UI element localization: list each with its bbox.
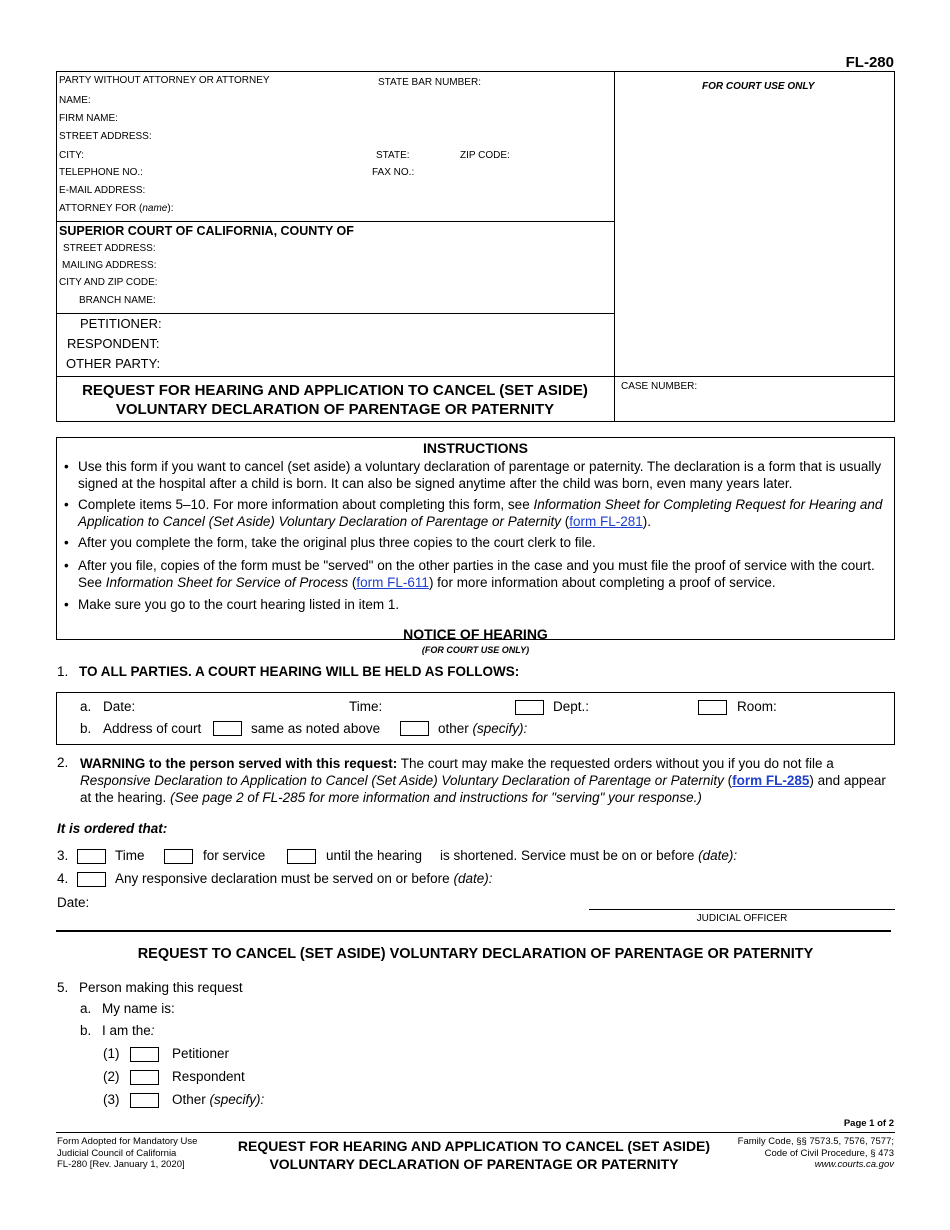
option2-number: (2) bbox=[103, 1069, 120, 1084]
other-label: other bbox=[438, 721, 469, 736]
warning-text bbox=[80, 755, 892, 806]
zip-field[interactable]: ZIP CODE: bbox=[460, 150, 510, 161]
item4-number: 4. bbox=[57, 871, 69, 886]
adopted-block bbox=[57, 1136, 197, 1171]
court-mailing-field[interactable]: MAILING ADDRESS: bbox=[62, 260, 157, 271]
case-number-field[interactable]: CASE NUMBER: bbox=[621, 381, 698, 392]
same-as-checkbox[interactable] bbox=[213, 721, 242, 736]
judicial-officer-label: JUDICIAL OFFICER bbox=[696, 913, 788, 924]
attorney-for-name: name bbox=[142, 203, 168, 214]
attorney-for-field[interactable] bbox=[59, 203, 173, 214]
order-date-field[interactable]: Date: bbox=[57, 895, 90, 910]
hearing-date-field[interactable]: Date: bbox=[103, 699, 136, 714]
warning-body2: ) and appear at the hearing. bbox=[80, 773, 886, 805]
other-address-checkbox[interactable] bbox=[400, 721, 429, 736]
notice-heading: NOTICE OF HEARING bbox=[403, 626, 548, 642]
instructions-heading: INSTRUCTIONS bbox=[423, 440, 528, 456]
room-label: Room: bbox=[737, 699, 777, 714]
form-fl285-link[interactable]: form FL-285 bbox=[732, 773, 810, 788]
warning-note: (See page 2 of FL-285 for more information and instructions for "serving" your response.) bbox=[170, 790, 702, 805]
other-option[interactable] bbox=[172, 1092, 264, 1107]
adopted-line2: Judicial Council of California bbox=[57, 1147, 177, 1159]
warning-paren: ( bbox=[723, 773, 733, 788]
form-fl611-link[interactable]: form FL-611 bbox=[356, 575, 429, 590]
shortened-body: is shortened. Service must be on or before bbox=[440, 848, 695, 863]
notice-subheading: (FOR COURT USE ONLY) bbox=[421, 645, 530, 655]
my-name-field[interactable]: My name is: bbox=[102, 1001, 175, 1016]
instruction-item bbox=[78, 496, 890, 530]
footer-title-line1: REQUEST FOR HEARING AND APPLICATION TO CANCEL (SET ASIDE) bbox=[237, 1138, 711, 1154]
i-am-text: I am the bbox=[102, 1023, 151, 1038]
time-word: Time bbox=[115, 848, 145, 863]
attorney-for-suffix: ): bbox=[167, 203, 174, 214]
i-am-colon: : bbox=[150, 1023, 155, 1038]
instruction-text: ( bbox=[348, 575, 357, 590]
petitioner-option: Petitioner bbox=[172, 1046, 230, 1061]
instruction-text: ( bbox=[561, 514, 570, 529]
fax-field[interactable]: FAX NO.: bbox=[372, 167, 415, 178]
respondent-field[interactable]: RESPONDENT: bbox=[67, 336, 160, 351]
petitioner-field[interactable]: PETITIONER: bbox=[80, 316, 162, 331]
other-party-field[interactable]: OTHER PARTY: bbox=[66, 356, 161, 371]
code-block bbox=[738, 1136, 894, 1171]
item4-text bbox=[115, 871, 492, 886]
other-checkbox[interactable] bbox=[130, 1093, 159, 1108]
code-line2: Code of Civil Procedure, § 473 bbox=[764, 1147, 894, 1159]
footer-title-line2: VOLUNTARY DECLARATION OF PARENTAGE OR PATERNITY bbox=[269, 1156, 679, 1172]
until-hearing-label: until the hearing bbox=[326, 848, 423, 863]
date-italic: (date): bbox=[453, 871, 493, 886]
court-branch-field[interactable]: BRANCH NAME: bbox=[79, 295, 156, 306]
other-address-label bbox=[438, 721, 527, 736]
date-italic: (date): bbox=[698, 848, 738, 863]
room-checkbox[interactable] bbox=[698, 700, 727, 715]
item3-number: 3. bbox=[57, 848, 69, 863]
instruction-text: Information Sheet for Service of Process bbox=[105, 575, 349, 590]
instruction-text: ). bbox=[642, 514, 652, 529]
same-as-label: same as noted above bbox=[251, 721, 381, 736]
item2-number: 2. bbox=[57, 755, 69, 770]
divider bbox=[56, 376, 895, 377]
request-heading: REQUEST TO CANCEL (SET ASIDE) VOLUNTARY DECLARATION OF PARENTAGE OR PATERNITY bbox=[137, 946, 814, 962]
option1-number: (1) bbox=[103, 1046, 120, 1061]
item5-text: Person making this request bbox=[79, 980, 243, 995]
footer-divider bbox=[56, 1132, 895, 1133]
respondent-checkbox[interactable] bbox=[130, 1070, 159, 1085]
for-court-use: FOR COURT USE ONLY bbox=[702, 81, 815, 92]
item1-text: TO ALL PARTIES. A COURT HEARING WILL BE HELD AS FOLLOWS: bbox=[79, 664, 520, 679]
form-fl281-link[interactable]: form FL-281 bbox=[569, 514, 643, 529]
item-b-label: b. bbox=[80, 721, 92, 736]
adopted-line1: Form Adopted for Mandatory Use bbox=[57, 1136, 198, 1147]
caption-divider bbox=[614, 71, 615, 422]
name-field[interactable]: NAME: bbox=[59, 95, 91, 106]
firm-field[interactable]: FIRM NAME: bbox=[59, 113, 118, 124]
street-field[interactable]: STREET ADDRESS: bbox=[59, 131, 152, 142]
shortened-text bbox=[440, 848, 737, 863]
dept-label: Dept.: bbox=[553, 699, 590, 714]
party-label: PARTY WITHOUT ATTORNEY OR ATTORNEY bbox=[59, 75, 270, 86]
state-field[interactable]: STATE: bbox=[376, 150, 410, 161]
address-label: Address of court bbox=[103, 721, 202, 736]
item5b-label: b. bbox=[80, 1023, 92, 1038]
court-street-field[interactable]: STREET ADDRESS: bbox=[63, 243, 156, 254]
website[interactable]: www.courts.ca.gov bbox=[814, 1159, 894, 1170]
warning-form-title: Responsive Declaration to Application to Cancel (Set Aside) Voluntary Declaration of Parentage or Paternity bbox=[80, 773, 724, 788]
instruction-text: Complete items 5–10. For more information about completing this form, see bbox=[78, 497, 534, 512]
court-city-zip-field[interactable]: CITY AND ZIP CODE: bbox=[59, 277, 158, 288]
item1-number: 1. bbox=[57, 664, 69, 679]
section-divider bbox=[56, 930, 891, 932]
respondent-option: Respondent bbox=[172, 1069, 245, 1084]
petitioner-checkbox[interactable] bbox=[130, 1047, 159, 1062]
signature-line[interactable] bbox=[589, 909, 895, 910]
specify-label: (specify): bbox=[472, 721, 528, 736]
for-service-label: for service bbox=[203, 848, 266, 863]
item4-body: Any responsive declaration must be served on or before bbox=[115, 871, 450, 886]
item-a-label: a. bbox=[80, 699, 92, 714]
instruction-item: • Make sure you go to the court hearing listed in item 1. bbox=[78, 596, 890, 613]
code-line1: Family Code, §§ 7573.5, 7576, 7577; bbox=[737, 1136, 894, 1147]
email-field[interactable]: E-MAIL ADDRESS: bbox=[59, 185, 146, 196]
instruction-item bbox=[78, 557, 890, 591]
warning-body: The court may make the requested orders without you if you do not file a bbox=[397, 756, 834, 771]
other-specify: (specify): bbox=[209, 1092, 265, 1107]
until-hearing-checkbox[interactable] bbox=[287, 849, 316, 864]
instruction-item: • Use this form if you want to cancel (set aside) a voluntary declaration of parentage or paternity. The declaration is a form that is usually signed at the hospital after a child is born. It can also be signed anytime after the child was born, even many years later. bbox=[78, 458, 890, 492]
hearing-time-field[interactable]: Time: bbox=[349, 699, 383, 714]
ordered-label: It is ordered that: bbox=[57, 821, 168, 836]
divider bbox=[56, 221, 614, 222]
form-title-line1: REQUEST FOR HEARING AND APPLICATION TO CANCEL (SET ASIDE) bbox=[82, 382, 588, 399]
form-title bbox=[56, 381, 614, 419]
other-option-label: Other bbox=[172, 1092, 206, 1107]
caption-box bbox=[56, 71, 895, 422]
page-number: Page 1 of 2 bbox=[843, 1118, 894, 1129]
adopted-line3: FL-280 [Rev. January 1, 2020] bbox=[57, 1159, 185, 1170]
warning-bold: WARNING to the person served with this request: bbox=[80, 756, 398, 771]
instruction-text: After you file, copies of the form must be "served" on the other parties in the case and you must file the proof of service with the court. See bbox=[78, 558, 875, 590]
form-title-line2: VOLUNTARY DECLARATION OF PARENTAGE OR PATERNITY bbox=[115, 401, 555, 418]
dept-checkbox[interactable] bbox=[515, 700, 544, 715]
form-number: FL-280 bbox=[845, 54, 894, 71]
instruction-text: ) for more information about completing a proof of service. bbox=[428, 575, 776, 590]
responsive-checkbox[interactable] bbox=[77, 872, 106, 887]
divider bbox=[56, 313, 614, 314]
i-am-label bbox=[102, 1023, 155, 1038]
attorney-for-prefix: ATTORNEY FOR ( bbox=[59, 203, 143, 214]
instruction-text: Information Sheet for Completing Request for Hearing and Application to Cancel (Set Aside) Voluntary Declaration of Parentage or Paternity bbox=[78, 497, 883, 529]
instruction-item: • After you complete the form, take the original plus three copies to the court clerk to file. bbox=[78, 534, 890, 551]
option3-number: (3) bbox=[103, 1092, 120, 1107]
for-service-checkbox[interactable] bbox=[164, 849, 193, 864]
telephone-field[interactable]: TELEPHONE NO.: bbox=[59, 167, 143, 178]
item5a-label: a. bbox=[80, 1001, 92, 1016]
time-checkbox[interactable] bbox=[77, 849, 106, 864]
item5-number: 5. bbox=[57, 980, 69, 995]
court-title: SUPERIOR COURT OF CALIFORNIA, COUNTY OF bbox=[59, 224, 354, 238]
footer-title bbox=[204, 1137, 744, 1173]
state-bar-label: STATE BAR NUMBER: bbox=[378, 77, 481, 88]
city-field[interactable]: CITY: bbox=[59, 150, 85, 161]
